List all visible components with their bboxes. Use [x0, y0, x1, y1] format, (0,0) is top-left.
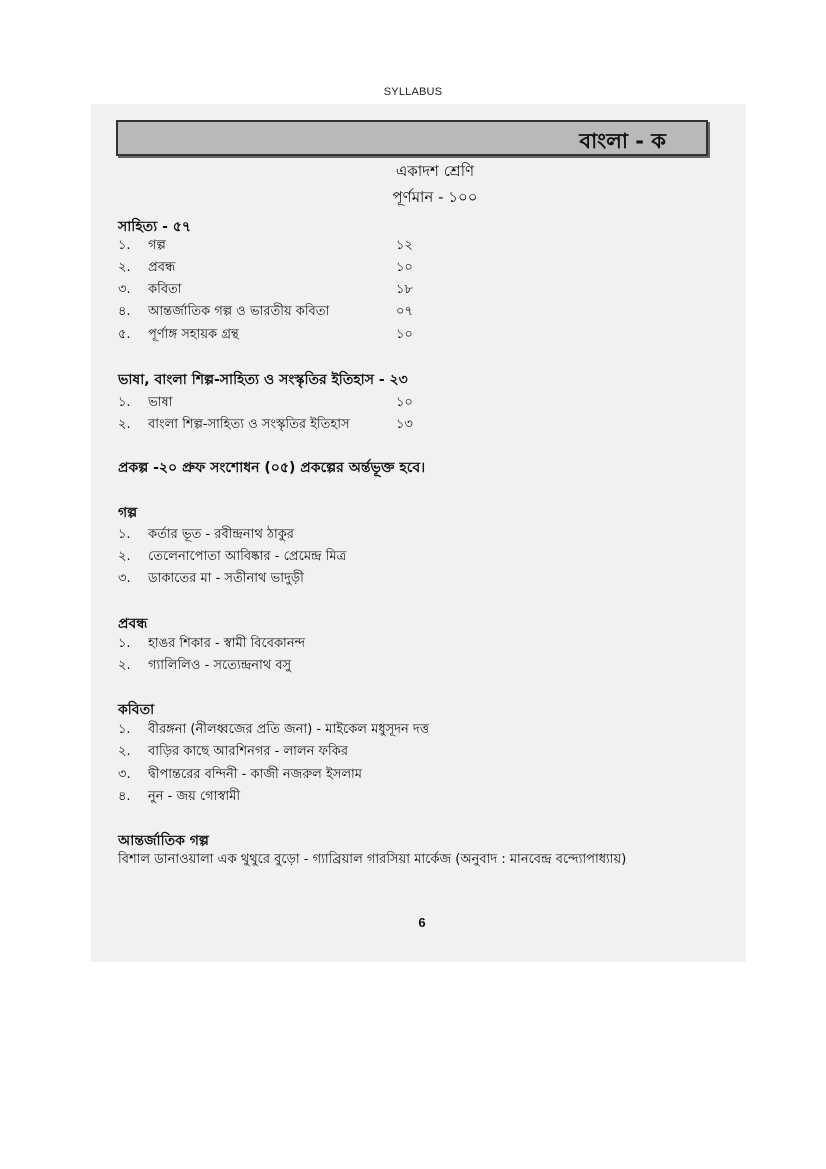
class-name: একাদশ শ্রেণি [395, 162, 475, 180]
item-text: কবিতা [148, 282, 182, 297]
item-text: গল্প [148, 238, 166, 253]
item-number: ২. [118, 549, 131, 564]
item-text: তেলেনাপোতা আবিষ্কার - প্রেমেন্দ্র মিত্র [148, 549, 347, 564]
item-text: পূর্ণাঙ্গ সহায়ক গ্রন্থ [148, 327, 239, 342]
item-number: ১. [118, 636, 131, 651]
stories-heading: গল্প [118, 505, 138, 521]
item-number: ২. [118, 417, 131, 432]
item-number: ৫. [118, 327, 131, 342]
page-header: SYLLABUS [383, 86, 443, 98]
page-number: 6 [418, 915, 426, 930]
item-text: গ্যালিলিও - সত্যেন্দ্রনাথ বসু [148, 658, 292, 673]
title-bar [116, 120, 708, 156]
item-number: ১. [118, 722, 131, 737]
item-marks: ১০ [396, 260, 413, 275]
item-number: ৩. [118, 767, 131, 782]
item-number: ২. [118, 744, 131, 759]
subject-title: বাংলা - ক [579, 129, 666, 153]
item-text: কর্তার ভূত - রবীন্দ্রনাথ ঠাকুর [148, 527, 294, 542]
item-text: ভাষা [148, 395, 173, 410]
item-text: বাড়ির কাছে আরশিনগর - লালন ফকির [148, 744, 348, 759]
full-marks: পূর্ণমান - ১০০ [392, 188, 478, 206]
item-number: ৩. [118, 282, 131, 297]
item-number: ১. [118, 238, 131, 253]
language-heading: ভাষা, বাংলা শিল্প-সাহিত্য ও সংস্কৃতির ইতিহাস - ২৩ [118, 372, 408, 388]
item-text: আন্তর্জাতিক গল্প ও ভারতীয় কবিতা [148, 304, 330, 319]
item-text: প্রবন্ধ [148, 260, 176, 275]
international-story: বিশাল ডানাওয়ালা এক থুথুরে বুড়ো - গ্যাব্রিয়াল গারসিয়া মার্কেজ (অনুবাদ : মানবেন্দ্র বন্দ্যোপাধ্যায়) [118, 852, 627, 867]
item-text: বাংলা শিল্প-সাহিত্য ও সংস্কৃতির ইতিহাস [148, 417, 350, 432]
item-number: ২. [118, 260, 131, 275]
item-text: নুন - জয় গোস্বামী [148, 789, 241, 804]
item-number: ১. [118, 527, 131, 542]
item-text: দ্বীপান্তরের বন্দিনী - কাজী নজরুল ইসলাম [148, 767, 363, 782]
item-marks: ১৮ [396, 282, 413, 297]
essays-heading: প্রবন্ধ [118, 616, 148, 632]
item-number: ১. [118, 395, 131, 410]
project-note: প্রকল্প -২০ প্রুফ সংশোধন (০৫) প্রকল্পের অর্ন্তভূক্ত হবে। [118, 460, 426, 476]
item-text: হাঙর শিকার - স্বামী বিবেকানন্দ [148, 636, 306, 651]
item-marks: ১২ [396, 238, 413, 253]
item-text: ডাকাতের মা - সতীনাথ ভাদুড়ী [148, 571, 304, 586]
item-number: ৪. [118, 304, 131, 319]
item-marks: ১০ [396, 395, 413, 410]
item-text: বীরঙ্গনা (নীলধ্বজের প্রতি জনা) - মাইকেল মধুসূদন দত্ত [148, 722, 430, 737]
item-number: ৪. [118, 789, 131, 804]
item-number: ২. [118, 658, 131, 673]
literature-heading: সাহিত্য - ৫৭ [118, 219, 191, 235]
item-marks: ০৭ [396, 304, 413, 319]
poems-heading: কবিতা [118, 702, 155, 718]
item-marks: ১০ [396, 327, 413, 342]
item-number: ৩. [118, 571, 131, 586]
international-heading: আন্তর্জাতিক গল্প [118, 833, 209, 849]
item-marks: ১৩ [396, 417, 413, 432]
